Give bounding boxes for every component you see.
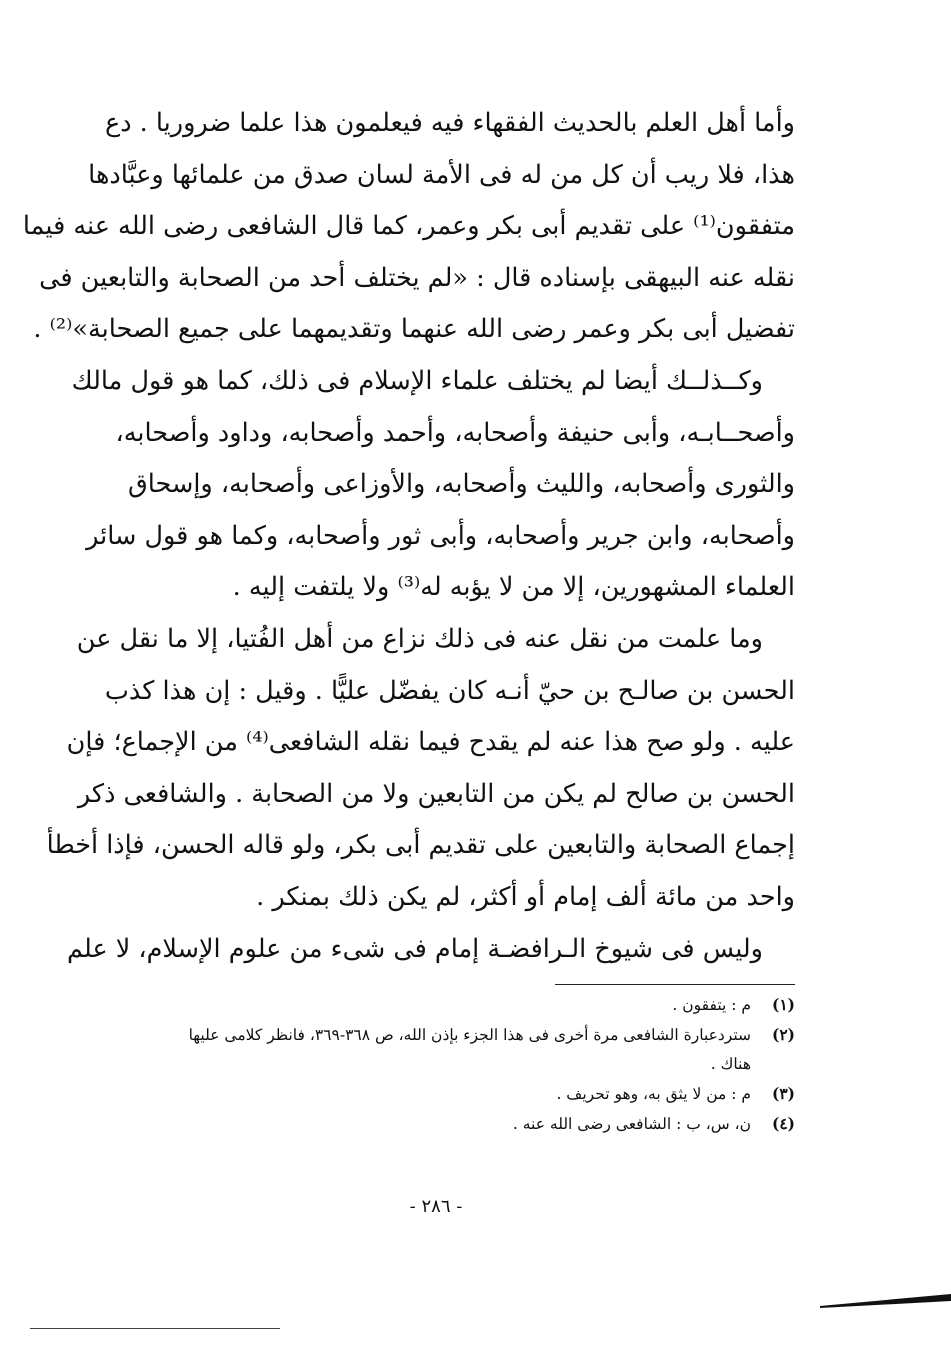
text-line: العلماء المشهورين، إلا من لا يؤبه له⁽³⁾ ولا يلتفت إليه . bbox=[232, 572, 795, 603]
scan-edge-line bbox=[30, 1328, 280, 1329]
page-number: - ٢٨٦ - bbox=[409, 1196, 463, 1217]
footnote-1 bbox=[96, 990, 795, 1020]
footnote-divider bbox=[555, 984, 795, 985]
text-line: تفضيل أبى بكر وعمر رضى الله عنهما وتقديمهما على جميع الصحابة»⁽²⁾ . bbox=[33, 314, 795, 345]
footnote-text: ستردعبارة الشافعى مرة أخرى فى هذا الجزء بإذن الله، ص ٣٦٨-٣٦٩، فانظر كلامى عليها bbox=[188, 1026, 751, 1044]
text-line: عليه . ولو صح هذا عنه لم يقدح فيما نقله الشافعى⁽⁴⁾ من الإجماع؛ فإن bbox=[66, 727, 795, 758]
footnote-2 bbox=[96, 1020, 795, 1050]
text-line: إجماع الصحابة والتابعين على تقديم أبى بكر، ولو قاله الحسن، فإذا أخطأ bbox=[46, 830, 795, 861]
footnote-number: (٤) bbox=[771, 1114, 795, 1133]
text-line: وكــذلــك أيضا لم يختلف علماء الإسلام فى ذلك، كما هو قول مالك bbox=[71, 365, 763, 396]
text-line: وأما أهل العلم بالحديث الفقهاء فيه فيعلمون هذا علما ضروريا . دع bbox=[105, 108, 795, 138]
text-line: متفقون⁽¹⁾ على تقديم أبى بكر وعمر، كما قال الشافعى رضى الله عنه فيما bbox=[22, 211, 795, 242]
footnote-3 bbox=[96, 1079, 795, 1109]
text-line: وأصحــابـه، وأبى حنيفة وأصحابه، وأحمد وأصحابه، وداود وأصحابه، bbox=[115, 417, 795, 448]
text-line: وأصحابه، وابن جرير وأصحابه، وأبى ثور وأصحابه، وكما هو قول سائر bbox=[86, 520, 795, 551]
text-line: وليس فى شيوخ الـرافضـة إمام فى شىء من علوم الإسلام، لا علم bbox=[67, 933, 763, 964]
text-line: واحد من مائة ألف إمام أو أكثر، لم يكن ذلك بمنكر . bbox=[256, 881, 795, 912]
text-line: الحسن بن صالح لم يكن من التابعين ولا من الصحابة . والشافعى ذكر bbox=[77, 778, 795, 809]
text-line: وما علمت من نقل عنه فى ذلك نزاع من أهل الفُتيا، إلا ما نقل عن bbox=[76, 623, 763, 654]
text-line: هذا، فلا ريب أن كل من له فى الأمة لسان صدق من علمائها وعبَّادها bbox=[88, 159, 795, 190]
text-line: نقله عنه البيهقى بإسناده قال : «لم يختلف أحد من الصحابة والتابعين فى bbox=[39, 262, 795, 293]
footnote-text: م : يتفقون . bbox=[672, 996, 751, 1014]
text-line: والثورى وأصحابه، والليث وأصحابه، والأوزاعى وأصحابه، وإسحاق bbox=[127, 469, 795, 500]
footnote-text: م : من لا يثق به، وهو تحريف . bbox=[556, 1085, 751, 1103]
main-text bbox=[22, 98, 795, 975]
scan-edge-mark bbox=[820, 1292, 951, 1316]
footnote-number: (٢) bbox=[771, 1025, 795, 1044]
footnote-number: (٣) bbox=[771, 1084, 795, 1103]
footnote-text: ن، س، ب : الشافعى رضى الله عنه . bbox=[512, 1115, 751, 1133]
text-line: الحسن بن صالـح بن حيّ أنـه كان يفضّل عليًّا . وقيل : إن هذا كذب bbox=[104, 675, 795, 706]
footnote-4 bbox=[96, 1109, 795, 1139]
footnotes bbox=[96, 990, 795, 1139]
footnote-2-continuation: هناك . bbox=[710, 1055, 751, 1073]
footnote-number: (١) bbox=[771, 995, 795, 1014]
